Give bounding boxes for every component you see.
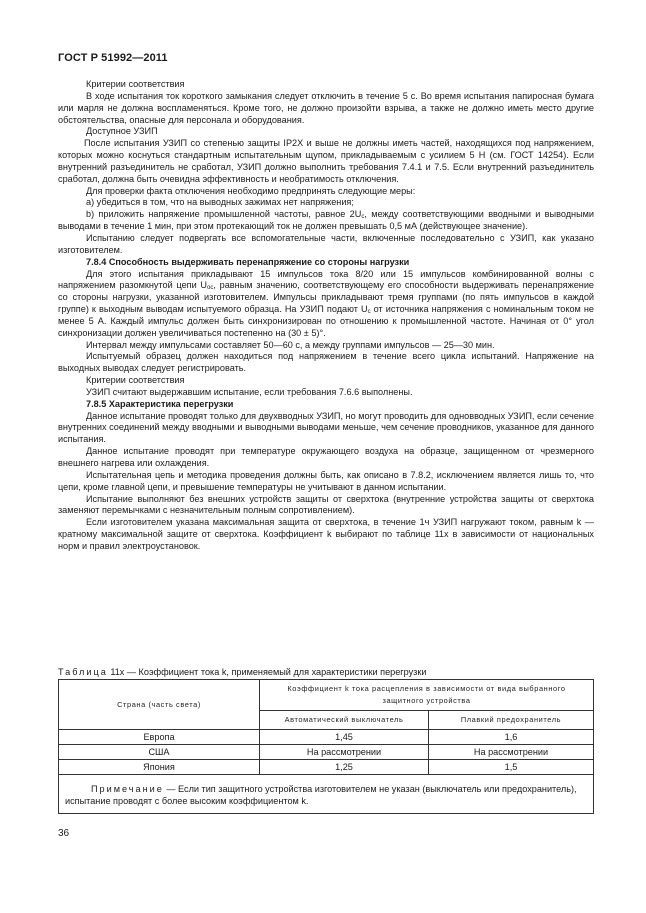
paragraph: Испытательная цепь и методика проведения должны быть, как описано в 7.8.2, исключением является лишь то, что цепи, кроме главной цепи, и превышение температуры не учитывают в данном испытании. [58, 469, 594, 492]
paragraph: В ходе испытания ток короткого замыкания следует отключить в течение 5 с. Во время испытания папиросная бумага или марля не должна воспламеняться. Кроме того, не должно произойти взрыва, а также не должно иметь место другие обстоятельства, опасные для персонала и оборудования. [58, 90, 594, 125]
cell-country: США [59, 745, 260, 760]
table-note [59, 775, 594, 814]
table-row [59, 745, 594, 760]
paragraph: Для проверки факта отключения необходимо предпринять следующие меры: [86, 185, 416, 196]
table-note-row [59, 775, 594, 814]
section-heading: 7.8.5 Характеристика перегрузки [86, 398, 234, 409]
cell-breaker: 1,25 [260, 760, 429, 775]
subscript: c [367, 309, 371, 316]
document-header: ГОСТ Р 51992—2011 [58, 52, 168, 64]
list-item: a) убедиться в том, что на выводных зажимах нет напряжения; [86, 197, 354, 208]
section-heading: 7.8.4 Способность выдерживать перенапряжение со стороны нагрузки [86, 256, 410, 267]
body-text [58, 79, 594, 553]
paragraph: Для этого испытания прикладывают 15 импульсов тока 8/20 или 15 импульсов комбинированной волны с напряжением разомкнутой цепи $U_{oc}$, равным значению, соответствующему его способности выдерживать перенапряжение со стороны нагрузки, указанной изготовителем. Импульсы прикладывают тремя группами (по пять импульсов в каждой группе) к выходным выводам испытуемого образца. На УЗИП подают $U_c$ от источника напряжения с номинальным током не менее 5 А. Каждый импульс должен быть синхронизирован по отношению к промышленной частоте. Начиная от 0° угол синхронизации должен увеличиваться постепенно на (30 ± 5)°. [58, 268, 594, 338]
note-text: — Если тип защитного устройства изготовителем не указан (выключатель или предохранитель), испытание проводят с более высоким коэффициентом k. [65, 784, 577, 806]
paragraph: Данное испытание проводят при температуре окружающего воздуха на образце, защищенном от чрезмерного внешнего нагрева или охлаждения. [58, 446, 594, 468]
subscript: oc [207, 285, 214, 292]
subscript: c [361, 214, 365, 221]
table-caption-text: 11х — Коэффициент тока k, применяемый для характеристики перегрузки [110, 667, 427, 677]
table-row [59, 760, 594, 775]
paragraph: Испытуемый образец должен находиться под напряжением в течение всего цикла испытаний. Напряжение на выходных выводах следует регистрировать. [58, 351, 594, 374]
cell-fuse: 1,6 [429, 730, 594, 745]
paragraph: Доступное УЗИП [86, 126, 158, 137]
cell-fuse: На рассмотрении [429, 745, 594, 760]
paragraph: Если изготовителем указана максимальная защита от сверхтока, в течение 1ч УЗИП нагружают током, равным k — кратному максимальной защите от сверхтока. Коэффициент k выбирают по таблице 11х в зависимости от национальных норм и правил электроустановок. [58, 517, 594, 551]
paragraph: Критерии соответствия [86, 79, 185, 89]
paragraph: Данное испытание проводят только для двухвводных УЗИП, но могут проводить для одновводных УЗИП, если сечение внутренних соединений между вводными и выводными выводами меньше, чем сечение проводников, указанное для данного испытания. [58, 410, 594, 445]
cell-country: Европа [59, 730, 260, 745]
list-item: b) приложить напряжение промышленной частоты, равное $2U_c$, между соответствующими вводными и выводными выводами в течение 1 мин, при этом протекающий ток не должен превышать 0,5 мА (действующее значение). [58, 209, 594, 232]
table-caption [58, 667, 426, 677]
cell-country: Япония [59, 760, 260, 775]
column-group-header: Коэффициент k тока расцепления в зависимости от вида выбранного защитного устройства [260, 680, 594, 711]
table-row [59, 730, 594, 745]
paragraph: Критерии соответствия [86, 375, 185, 386]
paragraph: Интервал между импульсами составляет 50—60 с, а между группами импульсов — 25—30 мин. [86, 339, 495, 350]
column-header-fuse: Плавкий предохранитель [429, 711, 594, 730]
cell-fuse: 1,5 [429, 760, 594, 775]
paragraph: После испытания УЗИП со степенью защиты IP2X и выше не должны иметь частей, находящихся под напряжением, которых можно коснуться стандартным испытательным щупом, прикладываемым с усилием 5 Н (см. ГОСТ 14254). Если внутренний разъединитель не сработал, УЗИП должно выполнить требования 7.4.1 и 7.5. Если внутренний разъединитель сработал, должна быть очевидна эффективность и необратимость отключения. [58, 138, 594, 184]
table-caption-prefix: Таблица [58, 667, 108, 677]
paragraph: УЗИП считают выдержавшим испытание, если требования 7.6.6 выполнены. [86, 386, 413, 397]
column-header-breaker: Автоматический выключатель [260, 711, 429, 730]
cell-breaker: На рассмотрении [260, 745, 429, 760]
page-number: 36 [58, 828, 70, 839]
paragraph: Испытанию следует подвергать все вспомогательные части, включенные последовательно с УЗИП, как указано изготовителем. [58, 232, 594, 255]
cell-breaker: 1,45 [260, 730, 429, 745]
overload-coefficient-table [58, 679, 594, 814]
paragraph: Испытание выполняют без внешних устройств защиты от сверхтока (внутренние устройства защиты от сверхтока заменяют перемычками с незначительным полным сопротивлением). [58, 493, 594, 516]
note-prefix: Примечание [91, 784, 164, 794]
column-header-country: Страна (часть света) [59, 680, 260, 730]
